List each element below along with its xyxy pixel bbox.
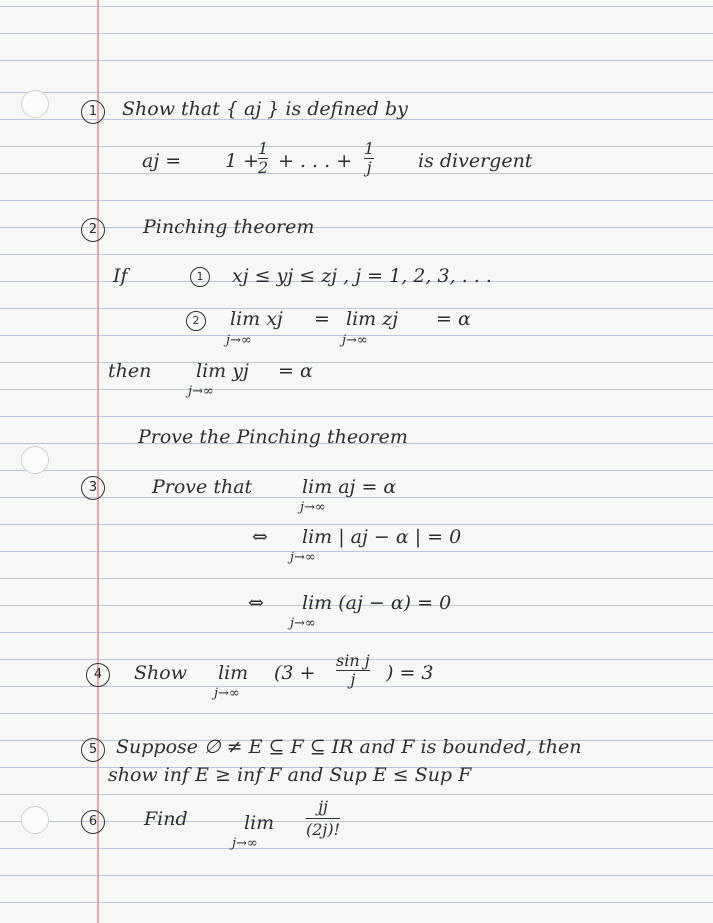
problem-5-number: 5 — [81, 738, 105, 762]
fraction-numerator: 1 — [364, 139, 375, 158]
problem-4-open: (3 + — [274, 662, 316, 684]
problem-4-close: ) = 3 — [386, 662, 434, 684]
fraction-numerator: sin j — [336, 651, 370, 670]
problem-3-iff-2: ⇔ — [248, 592, 264, 614]
problem-2-then-lim: lim yj — [196, 360, 249, 382]
problem-2-condition-1: xj ≤ yj ≤ zj , j = 1, 2, 3, . . . — [232, 265, 492, 287]
problem-1-plus-dots: + . . . + — [278, 150, 353, 172]
problem-4-number: 4 — [86, 663, 110, 687]
problem-3-number: 3 — [81, 476, 105, 500]
problem-2-condition-2-sub-x: j→∞ — [226, 333, 252, 348]
problem-2-prove-instruction: Prove the Pinching theorem — [138, 426, 408, 448]
problem-2-condition-2-sub-z: j→∞ — [342, 333, 368, 348]
problem-1-number: 1 — [81, 100, 105, 124]
problem-4-fraction — [336, 652, 370, 689]
problem-6-lim: lim — [244, 812, 275, 834]
problem-2-then-alpha: = α — [278, 360, 313, 382]
problem-2-condition-2-alpha: = α — [436, 308, 471, 330]
problem-1-statement: Show that { aj } is defined by — [122, 98, 408, 120]
problem-1-fraction-half — [258, 140, 268, 177]
problem-2-then: then — [108, 360, 152, 382]
problem-5-line-1: Suppose ∅ ≠ E ⊆ F ⊆ IR and F is bounded, then — [116, 736, 582, 758]
fraction-denominator: 2 — [258, 158, 269, 177]
fraction-bar — [306, 818, 340, 819]
problem-2-number: 2 — [81, 218, 105, 242]
problem-6-number: 6 — [81, 810, 105, 834]
problem-3-equivalent-1-sub: j→∞ — [290, 550, 316, 565]
problem-3-equivalent-2-sub: j→∞ — [290, 616, 316, 631]
problem-6-find: Find — [144, 808, 188, 830]
problem-3-statement-sub: j→∞ — [300, 500, 326, 515]
problem-2-condition-2-equals: = — [314, 308, 330, 330]
problem-2-condition-2-number: 2 — [186, 311, 206, 331]
problem-4-lim: lim — [218, 662, 249, 684]
problem-1-lhs: aj = — [142, 150, 182, 172]
problem-2-then-sub: j→∞ — [188, 384, 214, 399]
problem-3-equivalent-2: lim (aj − α) = 0 — [302, 592, 452, 614]
problem-6-fraction — [306, 798, 340, 839]
binder-hole-top — [21, 90, 49, 118]
binder-hole-middle — [21, 446, 49, 474]
problem-2-condition-2-lim-x: lim xj — [230, 308, 283, 330]
fraction-denominator: (2j)! — [306, 820, 341, 839]
problem-4-sub: j→∞ — [214, 686, 240, 701]
problem-2-condition-1-number: 1 — [190, 267, 210, 287]
problem-6-sub: j→∞ — [232, 836, 258, 851]
fraction-numerator: jj — [318, 797, 328, 816]
problem-1-fraction-1-over-j — [364, 140, 374, 177]
problem-4-show: Show — [134, 662, 187, 684]
problem-3-equivalent-1: lim | aj − α | = 0 — [302, 526, 462, 548]
fraction-denominator: j — [366, 158, 372, 177]
problem-3-prove-that: Prove that — [152, 476, 253, 498]
problem-2-if: If — [113, 265, 128, 287]
fraction-numerator: 1 — [258, 139, 269, 158]
margin-line — [97, 0, 99, 923]
problem-2-title: Pinching theorem — [143, 216, 315, 238]
problem-1-divergent: is divergent — [418, 150, 533, 172]
problem-5-line-2: show inf E ≥ inf F and Sup E ≤ Sup F — [108, 764, 472, 786]
problem-2-condition-2-lim-z: lim zj — [346, 308, 399, 330]
fraction-denominator: j — [350, 670, 356, 689]
problem-1-one-plus: 1 + — [225, 150, 260, 172]
problem-3-iff-1: ⇔ — [252, 526, 268, 548]
binder-hole-bottom — [21, 806, 49, 834]
problem-3-statement-lim: lim aj = α — [302, 476, 397, 498]
